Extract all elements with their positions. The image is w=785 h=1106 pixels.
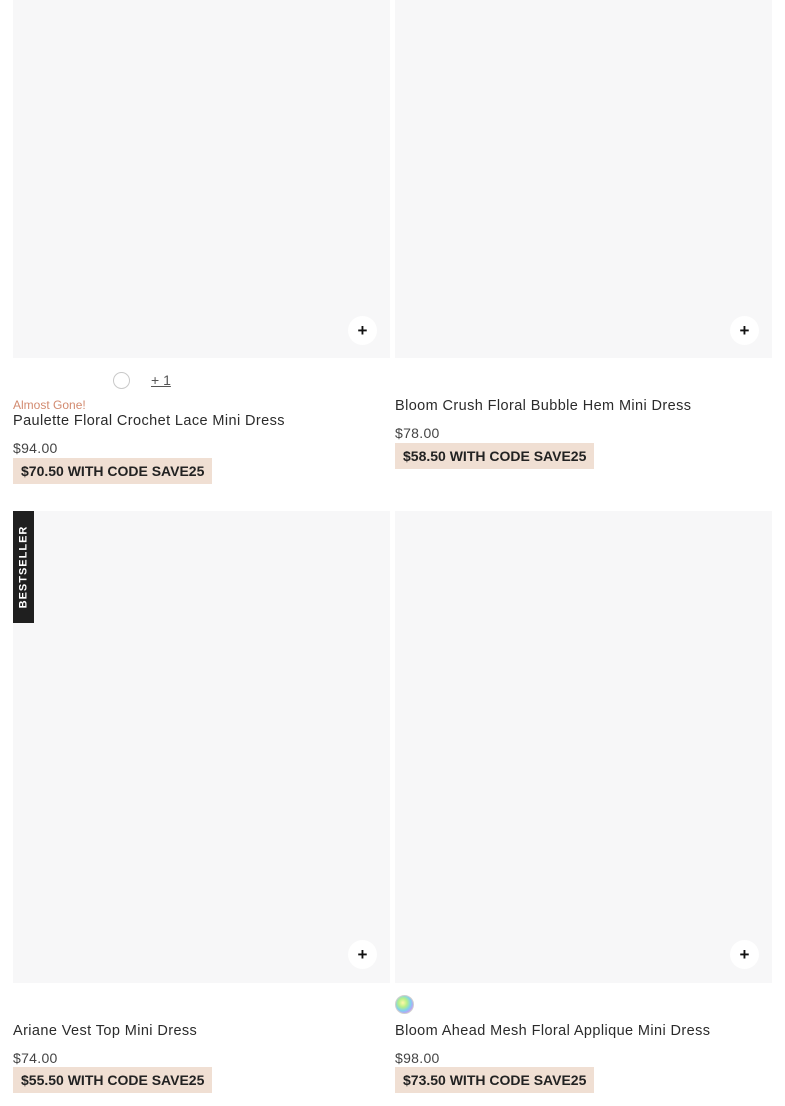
product-image[interactable] (13, 0, 390, 358)
product-price: $74.00 (13, 1050, 58, 1066)
color-swatch-white[interactable] (113, 372, 130, 389)
product-price: $94.00 (13, 440, 58, 456)
product-price: $78.00 (395, 425, 440, 441)
plus-icon: + (357, 945, 368, 964)
quick-add-button[interactable] (730, 316, 759, 345)
product-image[interactable] (395, 0, 772, 358)
product-name[interactable]: Bloom Ahead Mesh Floral Applique Mini Dress (395, 1023, 711, 1039)
promo-price-badge: $73.50 WITH CODE SAVE25 (395, 1067, 594, 1093)
plus-icon: + (357, 321, 368, 340)
color-swatch-multicolor[interactable] (395, 995, 414, 1014)
plus-icon: + (739, 945, 750, 964)
product-image[interactable] (395, 511, 772, 983)
plus-icon: + (739, 321, 750, 340)
product-name[interactable]: Paulette Floral Crochet Lace Mini Dress (13, 413, 285, 429)
more-colors-link[interactable]: + 1 (151, 372, 171, 388)
quick-add-button[interactable] (348, 316, 377, 345)
promo-price-badge: $58.50 WITH CODE SAVE25 (395, 443, 594, 469)
promo-price-badge: $70.50 WITH CODE SAVE25 (13, 458, 212, 484)
quick-add-button[interactable] (730, 940, 759, 969)
quick-add-button[interactable] (348, 940, 377, 969)
product-image[interactable] (13, 511, 390, 983)
product-name[interactable]: Ariane Vest Top Mini Dress (13, 1023, 198, 1039)
badge-label: BESTSELLER (17, 525, 30, 609)
product-price: $98.00 (395, 1050, 440, 1066)
promo-price-badge: $55.50 WITH CODE SAVE25 (13, 1067, 212, 1093)
bestseller-badge (13, 511, 34, 623)
urgency-label: Almost Gone! (13, 398, 86, 412)
product-name[interactable]: Bloom Crush Floral Bubble Hem Mini Dress (395, 398, 692, 414)
